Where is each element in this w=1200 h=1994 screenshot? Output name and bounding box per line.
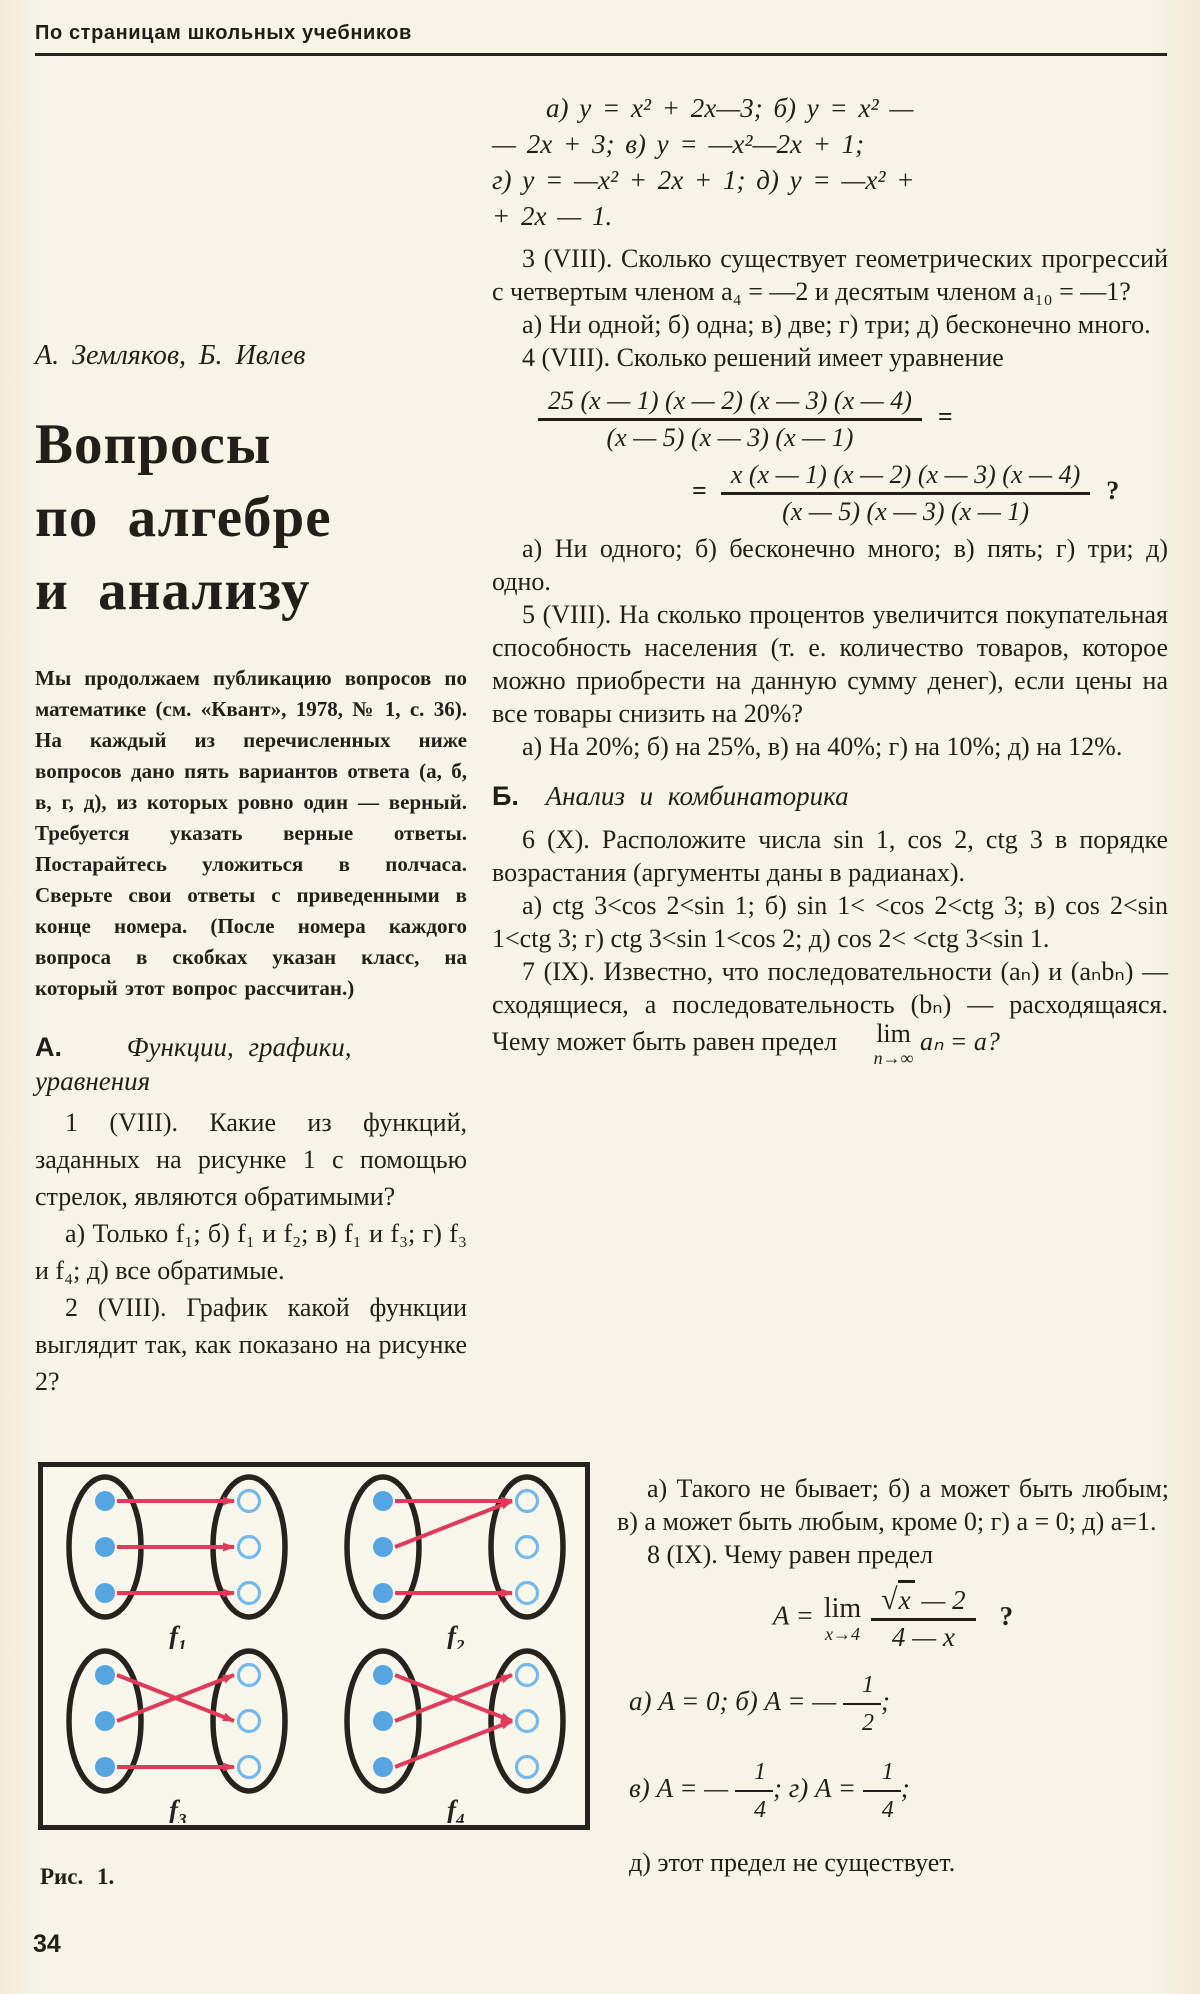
section-b-heading <box>492 779 1168 813</box>
svg-text:f3: $f_3$ <box>169 1795 187 1823</box>
section-a-heading <box>35 1030 467 1098</box>
equals-sign: = <box>937 401 953 431</box>
fraction: $\frac{1}{4}$ <box>863 1756 901 1826</box>
fraction-numerator <box>871 1585 975 1621</box>
question-4: 4 (VIII). Сколько решений имеет уравнение <box>522 343 1004 372</box>
question-7 <box>492 955 1168 1067</box>
fraction-numerator: 25 (x — 1) (x — 2) (x — 3) (x — 4) <box>538 386 922 421</box>
right-column-lower <box>617 1472 1169 1879</box>
q8-answers-line2 <box>617 1756 1169 1826</box>
page-header-label: По страницам школьных учебников <box>35 22 412 44</box>
q8-answers-line3: д) этот предел не существует. <box>629 1848 956 1877</box>
question-5: 5 (VIII). На сколько процентов увеличится покупательная способность населения (т. е. количество товаров, которое можно приобрести на данную сумму денег), если цены на все товары снизить на 20%? <box>492 600 1168 728</box>
q4-equation-line2 <box>692 460 1168 526</box>
section-b-label: Б. <box>492 781 519 811</box>
intro-paragraph: Мы продолжаем публикацию вопросов по математике (см. «Квант», 1978, № 1, с. 36). На каждый из перечисленных ниже вопросов дано пять вариантов ответа (а, б, в, г, д), из которых ровно один — верный. Требуется указать верные ответы. Постарайтесь уложиться в полчаса. Сверьте свои ответы с приведенными в конце номера. (После номера каждого вопроса в скобках указан класс, на который этот вопрос рассчитан.) <box>35 666 467 1000</box>
question-3: 3 (VIII). Сколько существует геометрических прогрессий с четвертым членом a₄ = —2 и десятым членом a₁₀ = —1? <box>492 244 1168 306</box>
fraction: $\frac{1}{2}$ <box>843 1669 881 1739</box>
page-number: 34 <box>33 1930 61 1958</box>
radical-sign: √ <box>881 1583 898 1616</box>
q8-formula <box>617 1585 1169 1652</box>
question-5-answers: а) На 20%; б) на 25%, в) на 40%; г) на 10%; д) на 12%. <box>522 732 1123 761</box>
lim-symbol: lim <box>823 1592 862 1624</box>
limit-expression <box>823 1592 862 1644</box>
svg-text:f4: $f_4$ <box>447 1795 465 1823</box>
q2-options-line: а) y = x² + 2x—3; б) y = x² — <box>546 93 914 123</box>
lim-subscript: n→∞ <box>873 1048 914 1068</box>
answer-text: ; г) A = <box>772 1773 863 1804</box>
question-7-answers: а) Такого не бывает; б) a может быть любым; в) a может быть любым, кроме 0; г) a = 0; д) a=1. <box>617 1474 1169 1536</box>
q2-options-line: + 2x — 1. <box>492 201 613 231</box>
q4-equation-line1 <box>538 386 1168 452</box>
article-title <box>35 408 467 627</box>
question-2: 2 (VIII). График какой функции выглядит так, как показано на рисунке 2? <box>35 1293 467 1396</box>
title-line: Вопросы <box>35 413 272 476</box>
figure-diagram-f2 <box>331 1471 579 1649</box>
q8-answers-line1 <box>617 1669 1169 1739</box>
answer-text: ; <box>881 1686 891 1717</box>
question-mark: ? <box>999 1600 1014 1631</box>
fraction <box>721 460 1090 526</box>
section-b-title: Анализ и комбинаторика <box>545 781 849 811</box>
svg-text:f2: $f_2$ <box>447 1621 465 1649</box>
question-7-text: 7 (IX). Известно, что последовательности (aₙ) и (aₙbₙ) — сходящиеся, а последовательность (bₙ) — расходящаяся. Чему может быть равен предел <box>492 957 1168 1056</box>
radicand: x <box>898 1580 915 1615</box>
lim-symbol: lim <box>876 1019 911 1048</box>
answer-text: ; <box>900 1773 910 1804</box>
svg-text:f1: $f_1$ <box>169 1621 187 1649</box>
authors: А. Земляков, Б. Ивлев <box>35 340 306 371</box>
header-rule <box>35 53 1167 56</box>
title-line: по алгебре <box>35 486 332 549</box>
right-column <box>492 90 1168 1067</box>
fraction-denominator: 4 — x <box>891 1622 955 1652</box>
question-3-answers: а) Ни одной; б) одна; в) две; г) три; д) бесконечно много. <box>522 310 1151 339</box>
answer-text: а) A = 0; б) A = — <box>629 1686 844 1717</box>
question-6-answers: а) ctg 3<cos 2<sin 1; б) sin 1< <cos 2<ctg 3; в) cos 2<sin 1<ctg 3; г) ctg 3<sin 1<cos 2; д) cos 2< <ctg 3<sin 1. <box>492 891 1168 953</box>
question-4-answers: а) Ни одного; б) бесконечно много; в) пять; г) три; д) одно. <box>492 534 1168 596</box>
limit-rhs: aₙ = a? <box>919 1026 1000 1056</box>
formula-lhs: A = <box>772 1600 814 1631</box>
fraction-denominator: (x — 5) (x — 3) (x — 1) <box>782 497 1030 526</box>
figure-diagram-f4 <box>331 1645 579 1823</box>
numerator-rest: — 2 <box>914 1585 966 1615</box>
question-6: 6 (X). Расположите числа sin 1, cos 2, ctg 3 в порядке возрастания (аргументы даны в радианах). <box>492 825 1168 887</box>
section-a-label: А. <box>35 1032 62 1062</box>
figure-diagram-f3 <box>53 1645 301 1823</box>
answer-text: в) A = — <box>629 1773 735 1804</box>
left-column <box>35 338 467 1400</box>
fraction <box>538 386 922 452</box>
lim-subscript: x→4 <box>825 1623 860 1644</box>
fraction <box>871 1585 975 1652</box>
fraction-numerator: x (x — 1) (x — 2) (x — 3) (x — 4) <box>721 460 1090 495</box>
figure-caption: Рис. 1. <box>40 1864 115 1889</box>
question-mark: ? <box>1106 475 1120 505</box>
figure-diagram-f1 <box>53 1471 301 1649</box>
title-line: и анализу <box>35 559 311 622</box>
q2-options-line: — 2x + 3; в) y = —x²—2x + 1; <box>492 129 865 159</box>
question-8: 8 (IX). Чему равен предел <box>647 1540 934 1569</box>
limit-expression <box>844 1021 914 1067</box>
fraction: $\frac{1}{4}$ <box>735 1756 773 1826</box>
question-1-answers: а) Только f₁; б) f₁ и f₂; в) f₁ и f₃; г) f₃ и f₄; д) все обратимые. <box>35 1219 467 1285</box>
equals-sign: = <box>692 475 707 505</box>
question-1: 1 (VIII). Какие из функций, заданных на рисунке 1 с помощью стрелок, являются обратимыми? <box>35 1108 467 1211</box>
fraction-denominator: (x — 5) (x — 3) (x — 1) <box>606 423 854 452</box>
figure-1 <box>38 1462 590 1830</box>
q2-options-line: г) y = —x² + 2x + 1; д) y = —x² + <box>492 165 915 195</box>
section-a-title: Функции, графики, уравнения <box>35 1032 352 1096</box>
